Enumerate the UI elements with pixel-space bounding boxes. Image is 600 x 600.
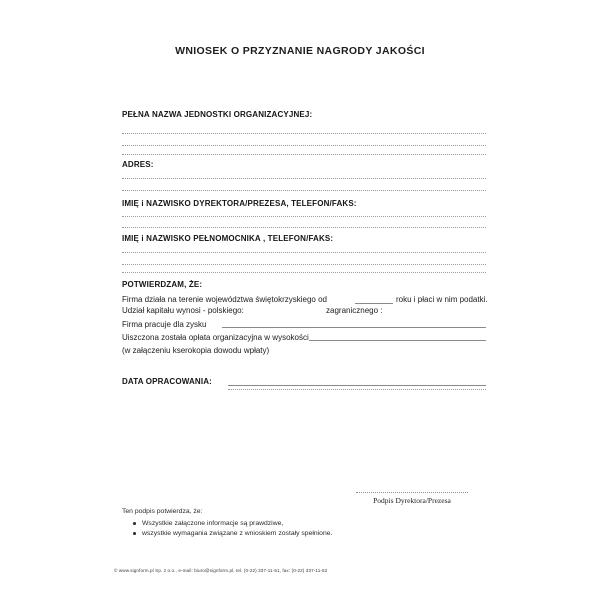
signature-block: [356, 492, 468, 505]
rule-proxy-3[interactable]: [122, 272, 486, 273]
rule-address-2[interactable]: [122, 190, 486, 191]
declaration-line-4: Uiszczona została opłata organizacyjna w wysokości: [122, 333, 309, 342]
bullet-icon: [133, 522, 136, 525]
signature-line[interactable]: [356, 492, 468, 493]
list-item-label: wszystkie wymagania związane z wnioskiem zostały spełnione.: [142, 530, 333, 537]
declaration-profit-input[interactable]: [222, 327, 486, 328]
field-label-organization-name: PEŁNA NAZWA JEDNOSTKI ORGANIZACYJNEJ:: [122, 110, 313, 119]
rule-address-1[interactable]: [122, 178, 486, 179]
field-label-proxy-name: IMIĘ i NAZWISKO PEŁNOMOCNIKA , TELEFON/FAKS:: [122, 234, 334, 243]
declaration-line-1-part-a: Firma działa na terenie województwa świętokrzyskiego od: [122, 295, 327, 304]
rule-organization-name-2[interactable]: [122, 145, 486, 146]
declaration-year-input[interactable]: [355, 303, 393, 304]
field-label-address: ADRES:: [122, 160, 154, 169]
rule-organization-name-3[interactable]: [122, 154, 486, 155]
rule-organization-name-1[interactable]: [122, 133, 486, 134]
field-label-director-name: IMIĘ i NAZWISKO DYREKTORA/PREZESA, TELEFON/FAKS:: [122, 199, 357, 208]
signature-caption: Podpis Dyrektora/Prezesa: [373, 496, 451, 505]
date-input-dotted[interactable]: [228, 389, 486, 390]
declaration-fee-input[interactable]: [309, 340, 486, 341]
declaration-line-1-part-b: roku i płaci w nim podatki.: [396, 295, 488, 304]
footer-copyright: © www.signform.pl Sp. z o.o., e-mail: biuro@signform.pl, tel. (0-22) 337-11-51, fax: (0-22) 337-11-52: [114, 568, 328, 573]
declaration-line-2-part-a: Udział kapitału wynosi - polskiego:: [122, 306, 244, 315]
rule-director-1[interactable]: [122, 216, 486, 217]
list-item: [142, 519, 332, 529]
field-label-date: DATA OPRACOWANIA:: [122, 377, 212, 386]
declaration-line-3: Firma pracuje dla zysku: [122, 320, 207, 329]
page-title: WNIOSEK O PRZYZNANIE NAGRODY JAKOŚCI: [175, 45, 425, 57]
declaration-line-5: (w załączeniu kserokopia dowodu wpłaty): [122, 346, 270, 355]
rule-proxy-2[interactable]: [122, 264, 486, 265]
declaration-heading: POTWIERDZAM, ŻE:: [122, 280, 203, 289]
date-input[interactable]: [228, 385, 486, 386]
confirmation-intro: Ten podpis potwierdza, że:: [122, 508, 203, 515]
confirmation-list: [130, 519, 332, 539]
declaration-line-2-part-b: zagranicznego :: [326, 306, 383, 315]
list-item: [142, 529, 332, 539]
rule-proxy-1[interactable]: [122, 252, 486, 253]
list-item-label: Wszystkie załączone informacje są prawdziwe,: [142, 520, 284, 527]
rule-director-2[interactable]: [122, 227, 486, 228]
bullet-icon: [133, 532, 136, 535]
